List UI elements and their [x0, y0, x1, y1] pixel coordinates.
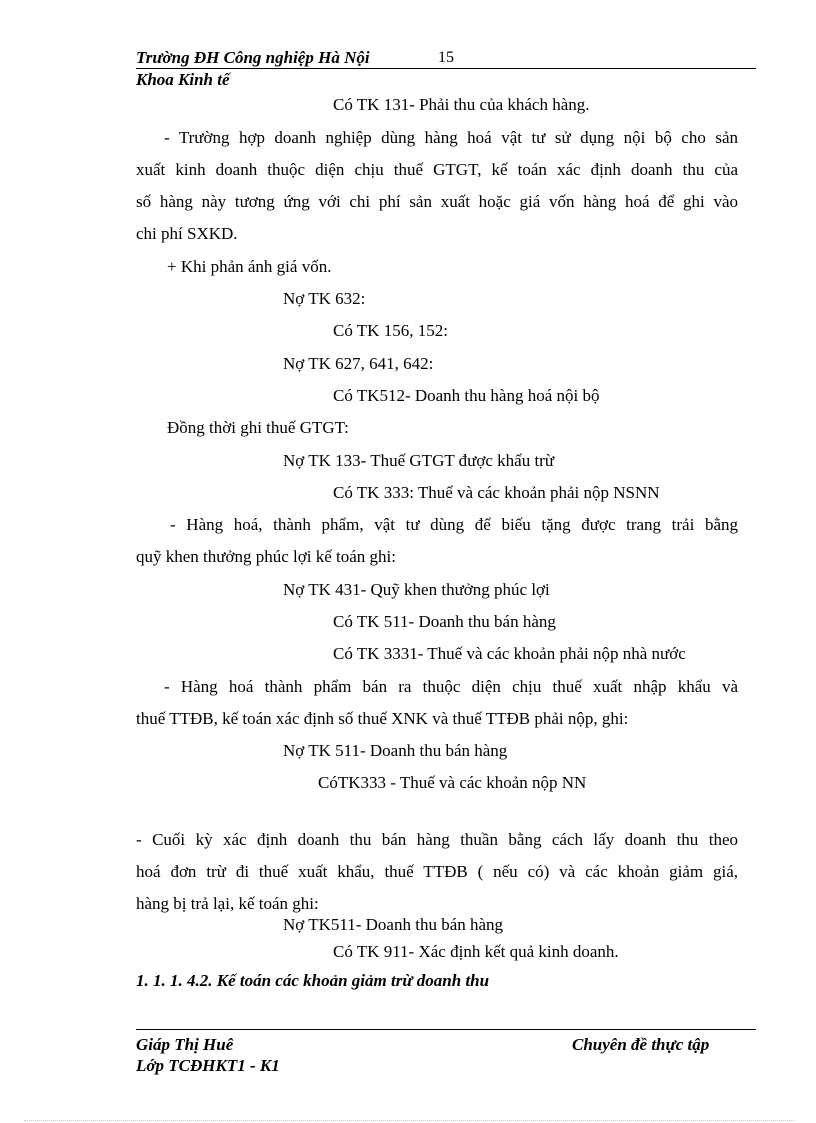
paragraph-line: hàng bị trả lại, kế toán ghi:: [136, 894, 319, 913]
paragraph-line: - Hàng hoá thành phẩm bán ra thuộc diện chịu thuế xuất nhập khẩu và: [164, 677, 738, 696]
entry-debit: Nợ TK 511- Doanh thu bán hàng: [283, 741, 508, 760]
text-line: Có TK 131- Phải thu của khách hàng.: [333, 95, 590, 114]
paragraph-line: chi phí SXKD.: [136, 224, 238, 243]
page-number: 15: [438, 49, 454, 66]
footer-rule: [136, 1029, 756, 1030]
entry-credit: Có TK512- Doanh thu hàng hoá nội bộ: [333, 386, 600, 405]
entry-credit: Có TK 911- Xác định kết quả kinh doanh.: [333, 942, 619, 961]
text-line: Đồng thời ghi thuế GTGT:: [167, 418, 349, 437]
paragraph-line: hoá đơn trừ đi thuế xuất khẩu, thuế TTĐB ( nếu có) và các khoản giảm giá,: [136, 862, 738, 881]
entry-credit: Có TK 511- Doanh thu bán hàng: [333, 612, 556, 631]
paragraph-line: - Trường hợp doanh nghiệp dùng hàng hoá vật tư sử dụng nội bộ cho sản: [164, 128, 738, 147]
entry-debit: Nợ TK 133- Thuế GTGT được khấu trừ: [283, 451, 555, 470]
class-name: Lớp TCĐHKT1 - K1: [136, 1056, 280, 1075]
paragraph-line: số hàng này tương ứng với chi phí sản xuất hoặc giá vốn hàng hoá để ghi vào: [136, 192, 738, 211]
entry-credit: Có TK 3331- Thuế và các khoản phải nộp nhà nước: [333, 644, 686, 663]
paragraph-line: quỹ khen thưởng phúc lợi kế toán ghi:: [136, 547, 396, 566]
entry-debit: Nợ TK 431- Quỹ khen thưởng phúc lợi: [283, 580, 550, 599]
paragraph-line: - Hàng hoá, thành phẩm, vật tư dùng để biếu tặng được trang trải bằng: [170, 515, 738, 534]
entry-debit: Nợ TK 632:: [283, 289, 366, 308]
entry-credit: CóTK333 - Thuế và các khoản nộp NN: [318, 773, 587, 792]
faculty-name: Khoa Kinh tế: [136, 70, 230, 89]
school-name: Trường ĐH Công nghiệp Hà Nội: [136, 48, 370, 67]
author-name: Giáp Thị Huê: [136, 1035, 234, 1054]
section-heading: 1. 1. 1. 4.2. Kế toán các khoản giảm trừ doanh thu: [136, 971, 490, 990]
text-line: + Khi phản ánh giá vốn.: [167, 257, 332, 276]
entry-credit: Có TK 333: Thuế và các khoản phải nộp NSNN: [333, 483, 660, 502]
paragraph-line: - Cuối kỳ xác định doanh thu bán hàng thuần bằng cách lấy doanh thu theo: [136, 830, 738, 849]
entry-credit: Có TK 156, 152:: [333, 321, 448, 340]
header-rule: [136, 48, 756, 69]
entry-debit: Nợ TK511- Doanh thu bán hàng: [283, 915, 504, 934]
entry-debit: Nợ TK 627, 641, 642:: [283, 354, 434, 373]
paragraph-line: xuất kinh doanh thuộc diện chịu thuế GTGT, kế toán xác định doanh thu của: [136, 160, 738, 179]
page-edge-rule: [24, 1120, 794, 1121]
page-header: [136, 48, 756, 91]
paragraph-line: thuế TTĐB, kế toán xác định số thuế XNK và thuế TTĐB phải nộp, ghi:: [136, 709, 629, 728]
document-type: Chuyên đề thực tập: [572, 1035, 710, 1054]
